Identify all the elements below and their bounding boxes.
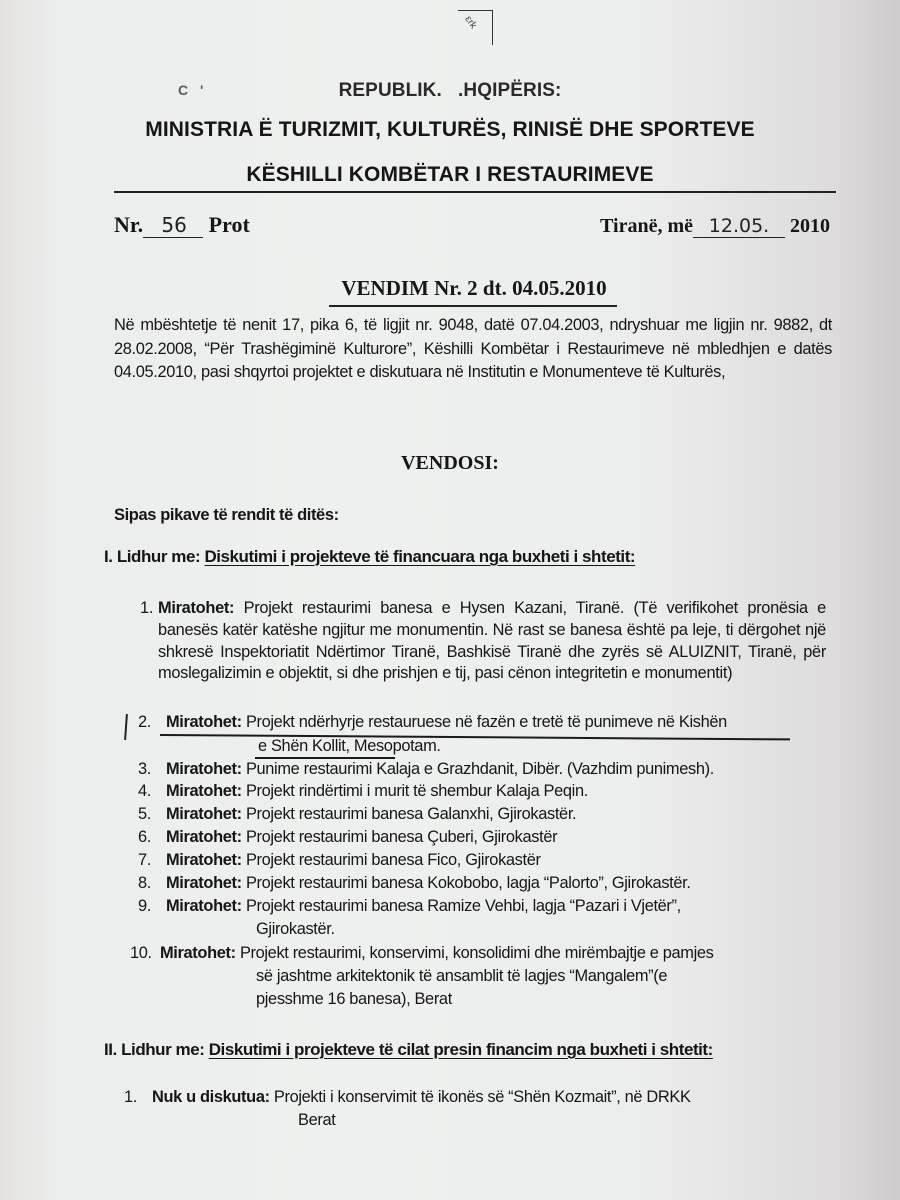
decision-title-wrap: [0, 276, 900, 307]
item-text-wrap: [158, 598, 826, 685]
item-label: Miratohet:: [158, 599, 235, 617]
item-text: Projekt restaurimi banesa e Hysen Kazani, Tiranë. (Të verifikohet pronësia e banesës katër katëshe ngjitur me monumentin. Në rast se banesa është pa leje, ti dërgohet një shkresë Inspektoriatit Ndërtimor Tiranë, Bashkisë Tiranë dhe zyrës së ALUIZNIT, Tiranë, për moslegalizimin e objektit, si dhe prishjen e tij, pasi cënon integritetin e monumentit): [158, 599, 826, 683]
list-item: [138, 805, 576, 824]
list-item: [124, 1088, 691, 1107]
item-text: Projekti i konservimit të ikonës së “Shën Kozmait”, në DRKK: [273, 1088, 691, 1106]
item-text: Projekt restaurimi banesa Galanxhi, Gjirokastër.: [245, 805, 577, 823]
header-republic: [0, 80, 900, 102]
list-item: [138, 897, 681, 916]
item-text: Projekt rindërtimi i murit të shembur Kalaja Peqin.: [245, 782, 588, 800]
list-item: [138, 874, 691, 893]
corner-stamp-icon: [458, 10, 493, 45]
item-text: Punime restaurimi Kalaja e Grazhdanit, Dibër. (Vazhdim punimesh).: [245, 760, 714, 778]
handwritten-underline: [160, 734, 790, 740]
decides-heading: VENDOSI:: [401, 452, 499, 474]
item-label: Miratohet:: [166, 782, 242, 800]
decision-title: VENDIM Nr. 2 dt. 04.05.2010: [329, 276, 616, 307]
item-continuation: së jashtme arkitektonik të ansamblit të lagjes “Mangalem”(e: [256, 967, 668, 985]
item-number: 4.: [138, 782, 151, 800]
header-ministry: MINISTRIA Ë TURIZMIT, KULTURËS, RINISË DHE SPORTEVE: [145, 118, 755, 141]
item-number: 1.: [140, 599, 154, 617]
item-text: Projekt restaurimi banesa Kokobobo, lagja “Palorto”, Gjirokastër.: [245, 874, 691, 892]
item-number: 7.: [138, 851, 151, 869]
item-label: Miratohet:: [166, 897, 242, 915]
protocol-number: [114, 212, 250, 238]
list-item: [138, 760, 714, 779]
nr-label: Nr.: [114, 212, 144, 237]
list-item: [130, 598, 850, 685]
section-numeral: I.: [104, 547, 113, 566]
item-text: Projekt ndërhyrje restauruese në fazën e tretë të punimeve në Kishën: [245, 713, 727, 731]
list-item: [138, 828, 557, 847]
item-label: Miratohet:: [166, 828, 242, 846]
item-number: 3.: [138, 760, 151, 778]
item-number: 9.: [138, 897, 151, 915]
list-item: [138, 851, 541, 870]
date-handwritten: 12.05.: [693, 215, 785, 238]
header-republic-text: REPUBLIK. .HQIPËRIS:: [338, 80, 562, 101]
item-label: Nuk u diskutua:: [152, 1088, 270, 1106]
section-heading-2: [104, 1040, 713, 1060]
header-council: KËSHILLI KOMBËTAR I RESTAURIMEVE: [246, 163, 654, 186]
header-divider: [114, 191, 836, 193]
section-prefix: Lidhur me:: [121, 1040, 205, 1059]
list-item: [130, 944, 714, 963]
item-text: Projekt restaurimi, konservimi, konsolidimi dhe mirëmbajtje e pamjes: [239, 944, 714, 962]
stamp-mark: ԑrk: [462, 14, 479, 31]
item-number: 10.: [130, 944, 152, 962]
item-continuation: Gjirokastër.: [256, 920, 335, 938]
item-number: 1.: [124, 1088, 137, 1106]
item-text: Projekt restaurimi banesa Çuberi, Gjirokastër: [245, 828, 558, 846]
list-item: [138, 782, 588, 801]
item-number: 8.: [138, 874, 151, 892]
margin-mark: [124, 714, 128, 740]
item-number: 2.: [138, 713, 151, 731]
item-label: Miratohet:: [166, 760, 242, 778]
item-continuation: pjesshme 16 banesa), Berat: [256, 990, 452, 1008]
place-date: [600, 215, 830, 238]
item-continuation: e Shën Kollit, Mesopotam.: [258, 737, 441, 755]
section-numeral: II.: [104, 1040, 117, 1059]
nr-handwritten-value: 56: [143, 213, 203, 238]
section-prefix: Lidhur me:: [116, 547, 201, 566]
item-label: Miratohet:: [166, 713, 242, 731]
item-number: 5.: [138, 805, 151, 823]
item-continuation: Berat: [298, 1111, 336, 1129]
handwritten-underline: [255, 757, 395, 759]
item-text: Projekt restaurimi banesa Fico, Gjirokastër: [245, 851, 541, 869]
agenda-intro: Sipas pikave të rendit të ditës:: [114, 506, 339, 524]
section-heading-1: [104, 547, 635, 567]
item-label: Miratohet:: [160, 944, 236, 962]
section-title: Diskutimi i projekteve të financuara nga buxheti i shtetit:: [204, 547, 636, 566]
section-title: Diskutimi i projekteve të cilat presin financim nga buxheti i shtetit:: [208, 1040, 713, 1059]
prot-label: Prot: [208, 212, 250, 237]
year: 2010: [790, 215, 830, 237]
place-label: Tiranë, më: [600, 215, 693, 237]
item-label: Miratohet:: [166, 851, 242, 869]
header-blot: C ': [178, 82, 208, 98]
item-label: Miratohet:: [166, 805, 242, 823]
item-number: 6.: [138, 828, 151, 846]
intro-paragraph: Në mbështetje të nenit 17, pika 6, të ligjit nr. 9048, datë 07.04.2003, ndryshuar me ligjin nr. 9882, dt 28.02.2008, “Për Trashëgiminë Kulturore”, Këshilli Kombëtar i Restaurimeve në mbledhjen e datës 04.05.2010, pasi shqyrtoi projektet e diskutuara në Institutin e Monumenteve të Kulturës,: [114, 316, 832, 381]
item-label: Miratohet:: [166, 874, 242, 892]
item-text: Projekt restaurimi banesa Ramize Vehbi, lagja “Pazari i Vjetër”,: [245, 897, 681, 915]
list-item: [138, 713, 727, 732]
